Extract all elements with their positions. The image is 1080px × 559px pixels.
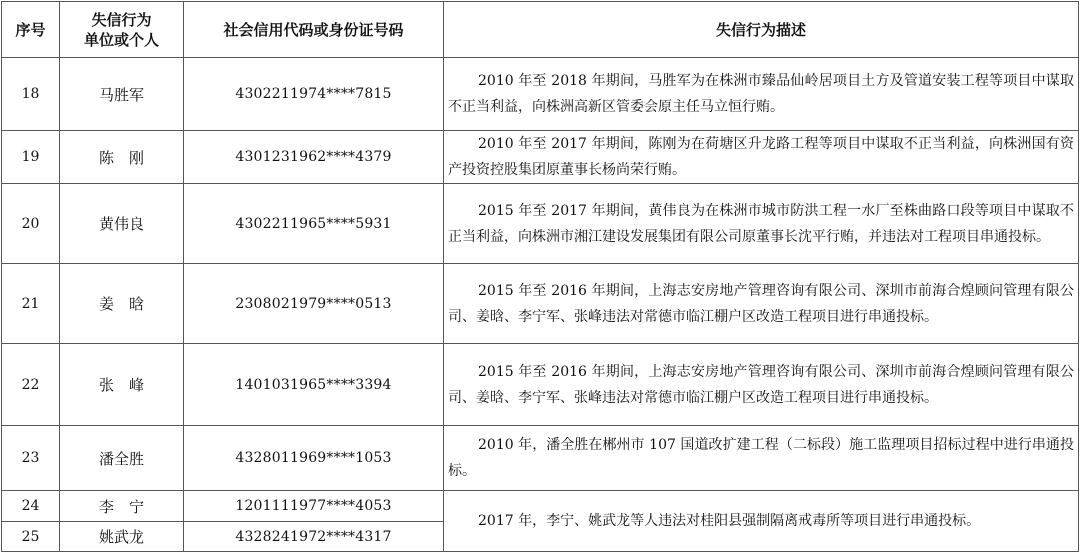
row-name: 黄伟良 — [60, 184, 184, 264]
row-seq: 24 — [2, 491, 60, 522]
row-code: 4328011969****1053 — [184, 426, 444, 491]
row-seq: 18 — [2, 58, 60, 131]
row-code: 4302211965****5931 — [184, 184, 444, 264]
row-name: 张 峰 — [60, 344, 184, 426]
row-code: 4301231962****4379 — [184, 131, 444, 184]
row-name: 李 宁 — [60, 491, 184, 522]
row-description: 2015 年至 2017 年期间，黄伟良为在株洲市城市防洪工程一水厂至株曲路口段等项目中谋取不正当利益，向株洲市湘江建设发展集团有限公司原董事长沈平行贿，并违法对工程项目串通投标。 — [444, 184, 1079, 264]
row-name: 姜 晗 — [60, 264, 184, 344]
row-name: 陈 刚 — [60, 131, 184, 184]
table-row — [2, 426, 1079, 491]
row-code: 4328241972****4317 — [184, 522, 444, 552]
row-code: 4302211974****7815 — [184, 58, 444, 131]
row-seq: 22 — [2, 344, 60, 426]
header-subject-line2: 单位或个人 — [83, 30, 159, 49]
row-description: 2015 年至 2016 年期间，上海志安房地产管理咨询有限公司、深圳市前海合煌顾问管理有限公司、姜晗、李宁军、张峰违法对常德市临江棚户区改造工程项目进行串通投标。 — [444, 264, 1079, 344]
table-row — [2, 264, 1079, 344]
row-code: 1401031965****3394 — [184, 344, 444, 426]
header-subject — [60, 2, 184, 58]
table-row — [2, 491, 1079, 522]
dishonesty-table — [1, 1, 1079, 552]
header-code: 社会信用代码或身份证号码 — [184, 2, 444, 58]
row-description: 2010 年至 2017 年期间，陈刚为在荷塘区升龙路工程等项目中谋取不正当利益，向株洲国有资产投资控股集团原董事长杨尚荣行贿。 — [444, 131, 1079, 184]
header-seq: 序号 — [2, 2, 60, 58]
table-row — [2, 184, 1079, 264]
row-seq: 20 — [2, 184, 60, 264]
row-description: 2010 年，潘全胜在郴州市 107 国道改扩建工程（二标段）施工监理项目招标过程中进行串通投标。 — [444, 426, 1079, 491]
row-seq: 25 — [2, 522, 60, 552]
table-row — [2, 58, 1079, 131]
row-name: 马胜军 — [60, 58, 184, 131]
row-name: 姚武龙 — [60, 522, 184, 552]
row-seq: 23 — [2, 426, 60, 491]
header-description: 失信行为描述 — [444, 2, 1079, 58]
header-subject-line1: 失信行为 — [91, 10, 152, 29]
row-description: 2017 年，李宁、姚武龙等人违法对桂阳县强制隔离戒毒所等项目进行串通投标。 — [444, 491, 1079, 552]
row-name: 潘全胜 — [60, 426, 184, 491]
row-seq: 19 — [2, 131, 60, 184]
table-row — [2, 131, 1079, 184]
row-code: 1201111977****4053 — [184, 491, 444, 522]
row-description: 2010 年至 2018 年期间，马胜军为在株洲市臻品仙岭居项目土方及管道安装工程等项目中谋取不正当利益，向株洲高新区管委会原主任马立恒行贿。 — [444, 58, 1079, 131]
header-row — [2, 2, 1079, 58]
row-code: 2308021979****0513 — [184, 264, 444, 344]
row-seq: 21 — [2, 264, 60, 344]
row-description: 2015 年至 2016 年期间，上海志安房地产管理咨询有限公司、深圳市前海合煌顾问管理有限公司、姜晗、李宁军、张峰违法对常德市临江棚户区改造工程项目进行串通投标。 — [444, 344, 1079, 426]
table-row — [2, 344, 1079, 426]
